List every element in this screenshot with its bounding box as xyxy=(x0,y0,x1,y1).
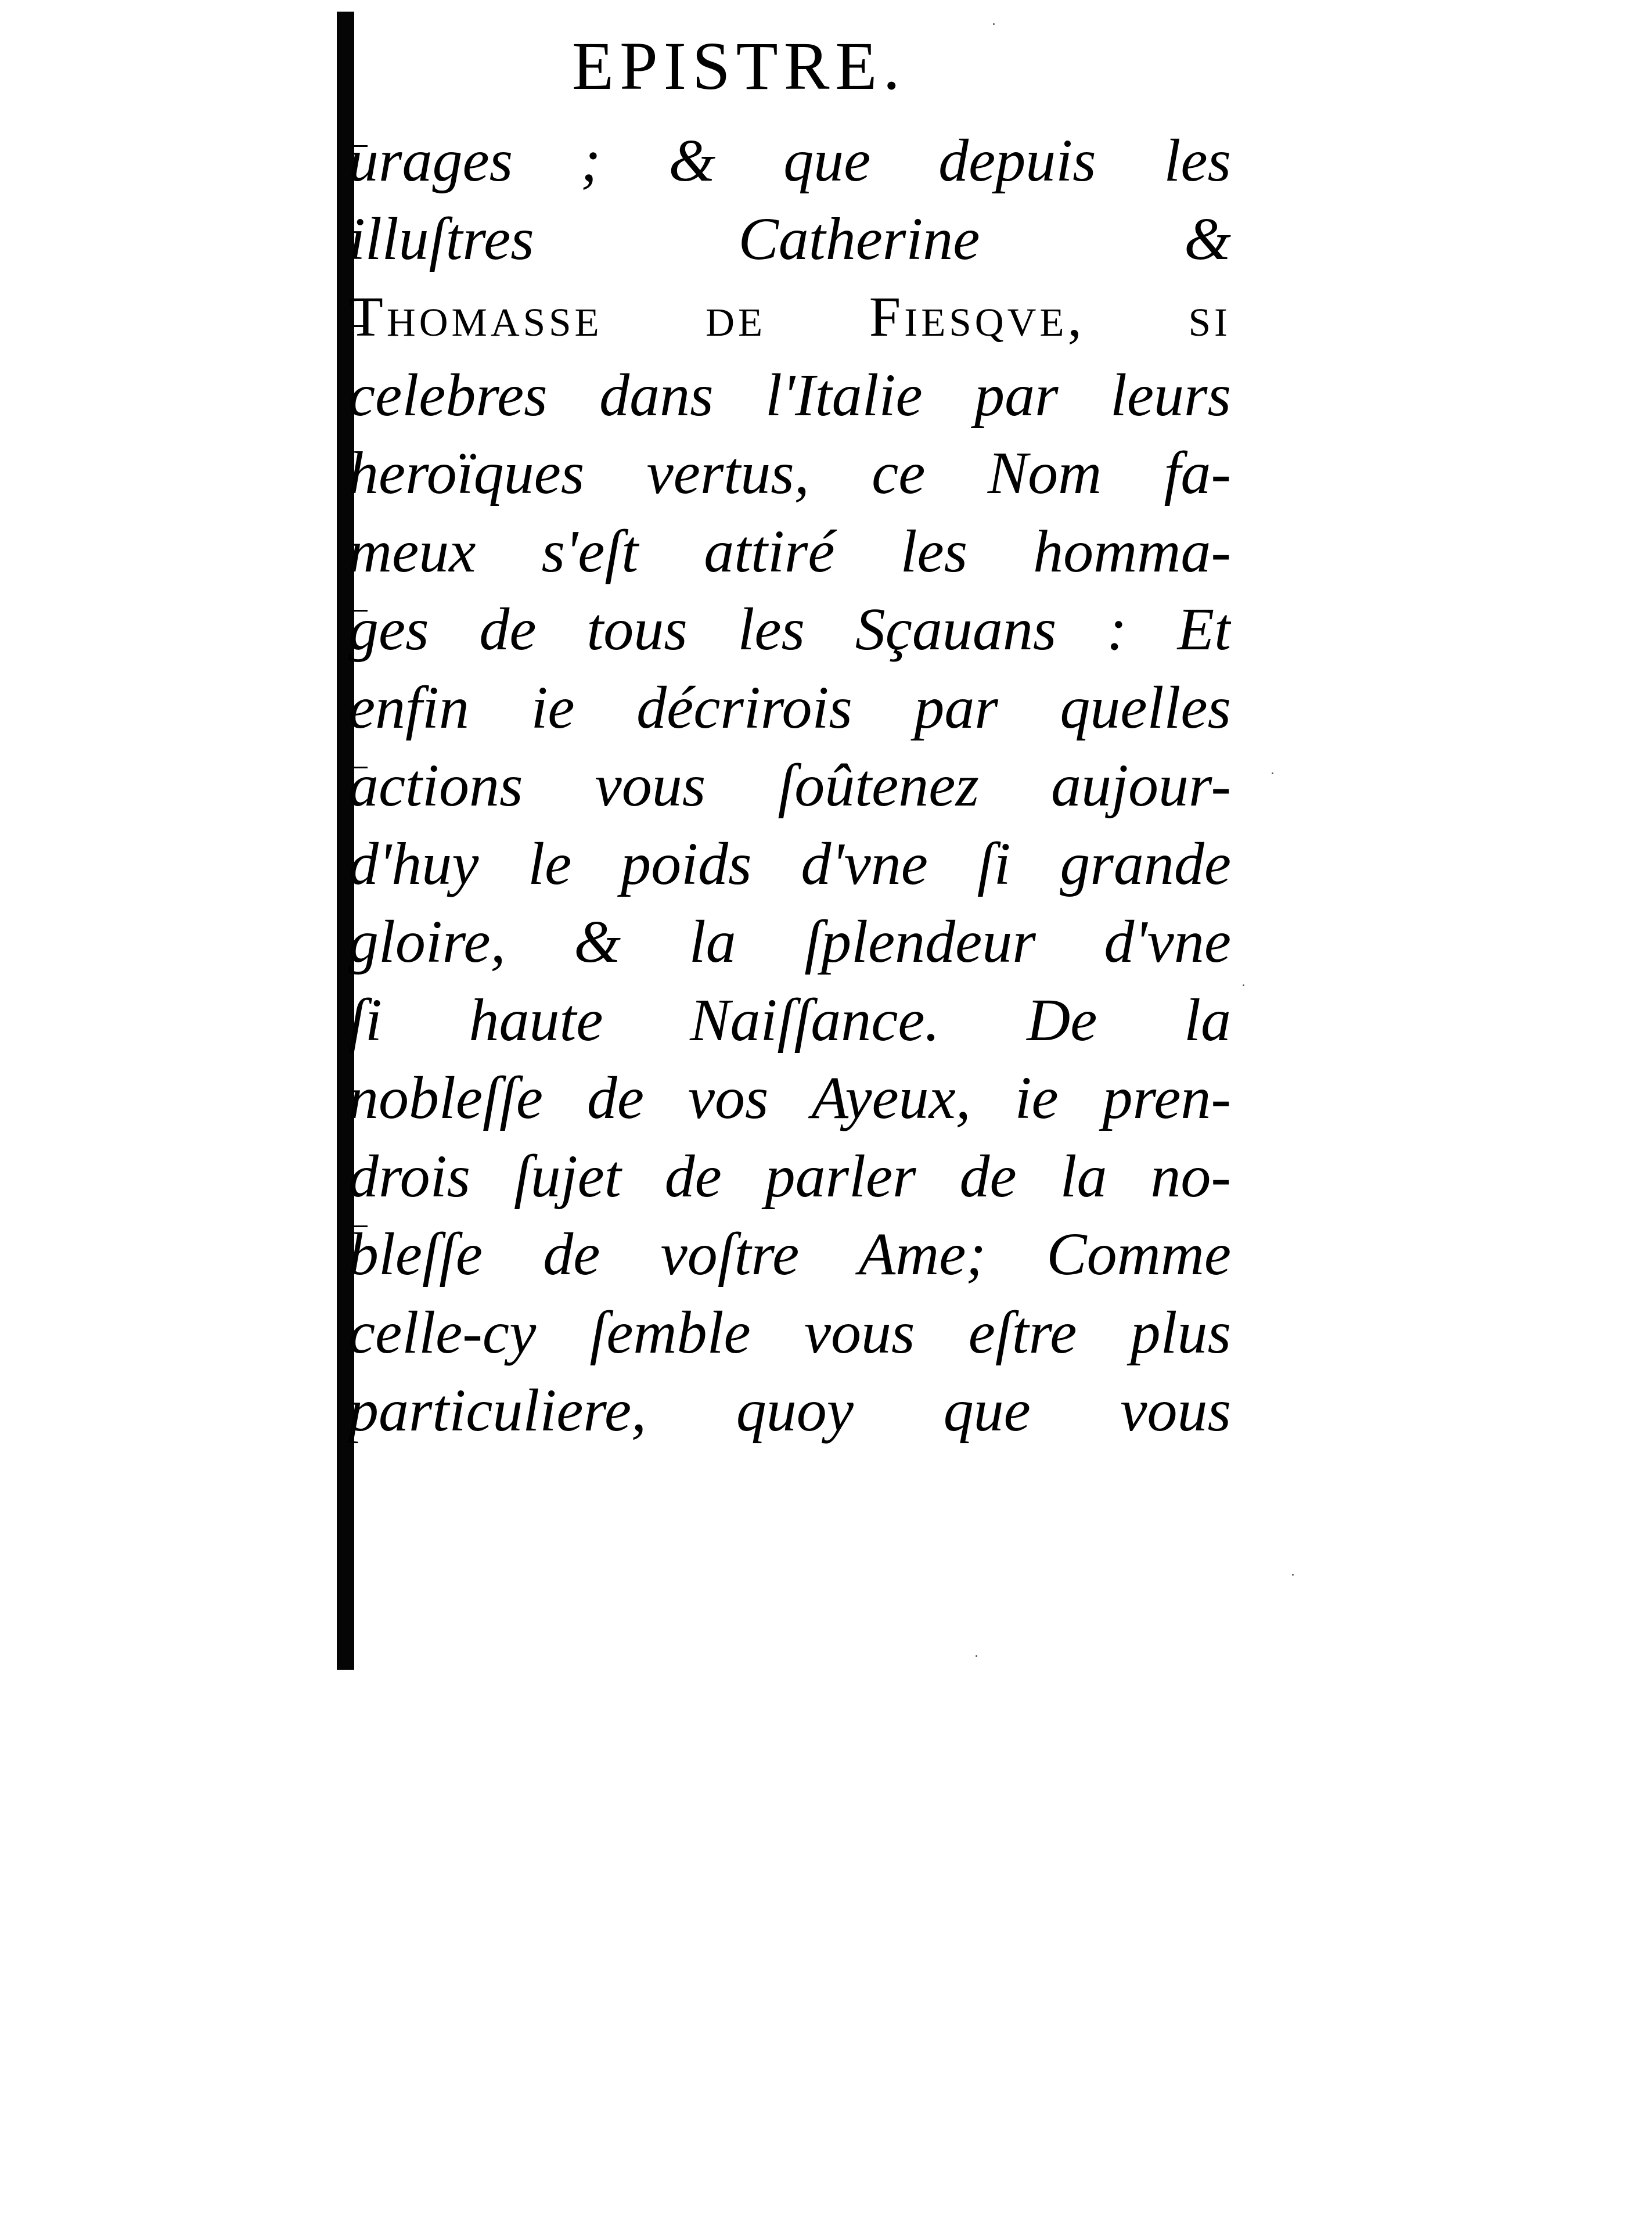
text-line: ſi haute Naiſſance. De la xyxy=(348,986,1231,1054)
text-line: gloire, & la ſplendeur d'vne xyxy=(348,908,1231,975)
scan-speck xyxy=(993,23,995,25)
text-line: illuſtres Catherine & xyxy=(348,205,1231,272)
running-head: EPISTRE. xyxy=(572,28,906,104)
text-line: particuliere, quoy que vous xyxy=(348,1377,1231,1444)
scan-speck xyxy=(1243,984,1244,986)
text-line: drois ſujet de parler de la no- xyxy=(348,1142,1231,1210)
text-line: actions vous ſoûtenez aujour- xyxy=(348,752,1231,819)
text-line: heroïques vertus, ce Nom fa- xyxy=(348,440,1231,506)
text-line: Thomasse de Fiesqve, ſi xyxy=(348,286,1231,348)
text-line: ges de tous les Sçauans : Et xyxy=(348,596,1231,663)
text-line: celle-cy ſemble vous eſtre plus xyxy=(348,1299,1231,1366)
text-line: enfin ie décrirois par quelles xyxy=(348,674,1231,741)
text-line: meux s'eſt attiré les homma- xyxy=(348,517,1231,585)
scan-speck xyxy=(1292,1574,1294,1576)
text-line: urages ; & que depuis les xyxy=(348,127,1231,194)
scan-speck xyxy=(1272,772,1273,774)
text-line: celebres dans l'Italie par leurs xyxy=(348,361,1231,429)
text-line: d'huy le poids d'vne ſi grande xyxy=(348,830,1231,897)
body-text xyxy=(348,122,1231,1450)
scan-speck xyxy=(976,1655,977,1657)
text-line: bleſſe de voſtre Ame; Comme xyxy=(348,1221,1231,1288)
text-line: nobleſſe de vos Ayeux, ie pren- xyxy=(348,1065,1231,1131)
